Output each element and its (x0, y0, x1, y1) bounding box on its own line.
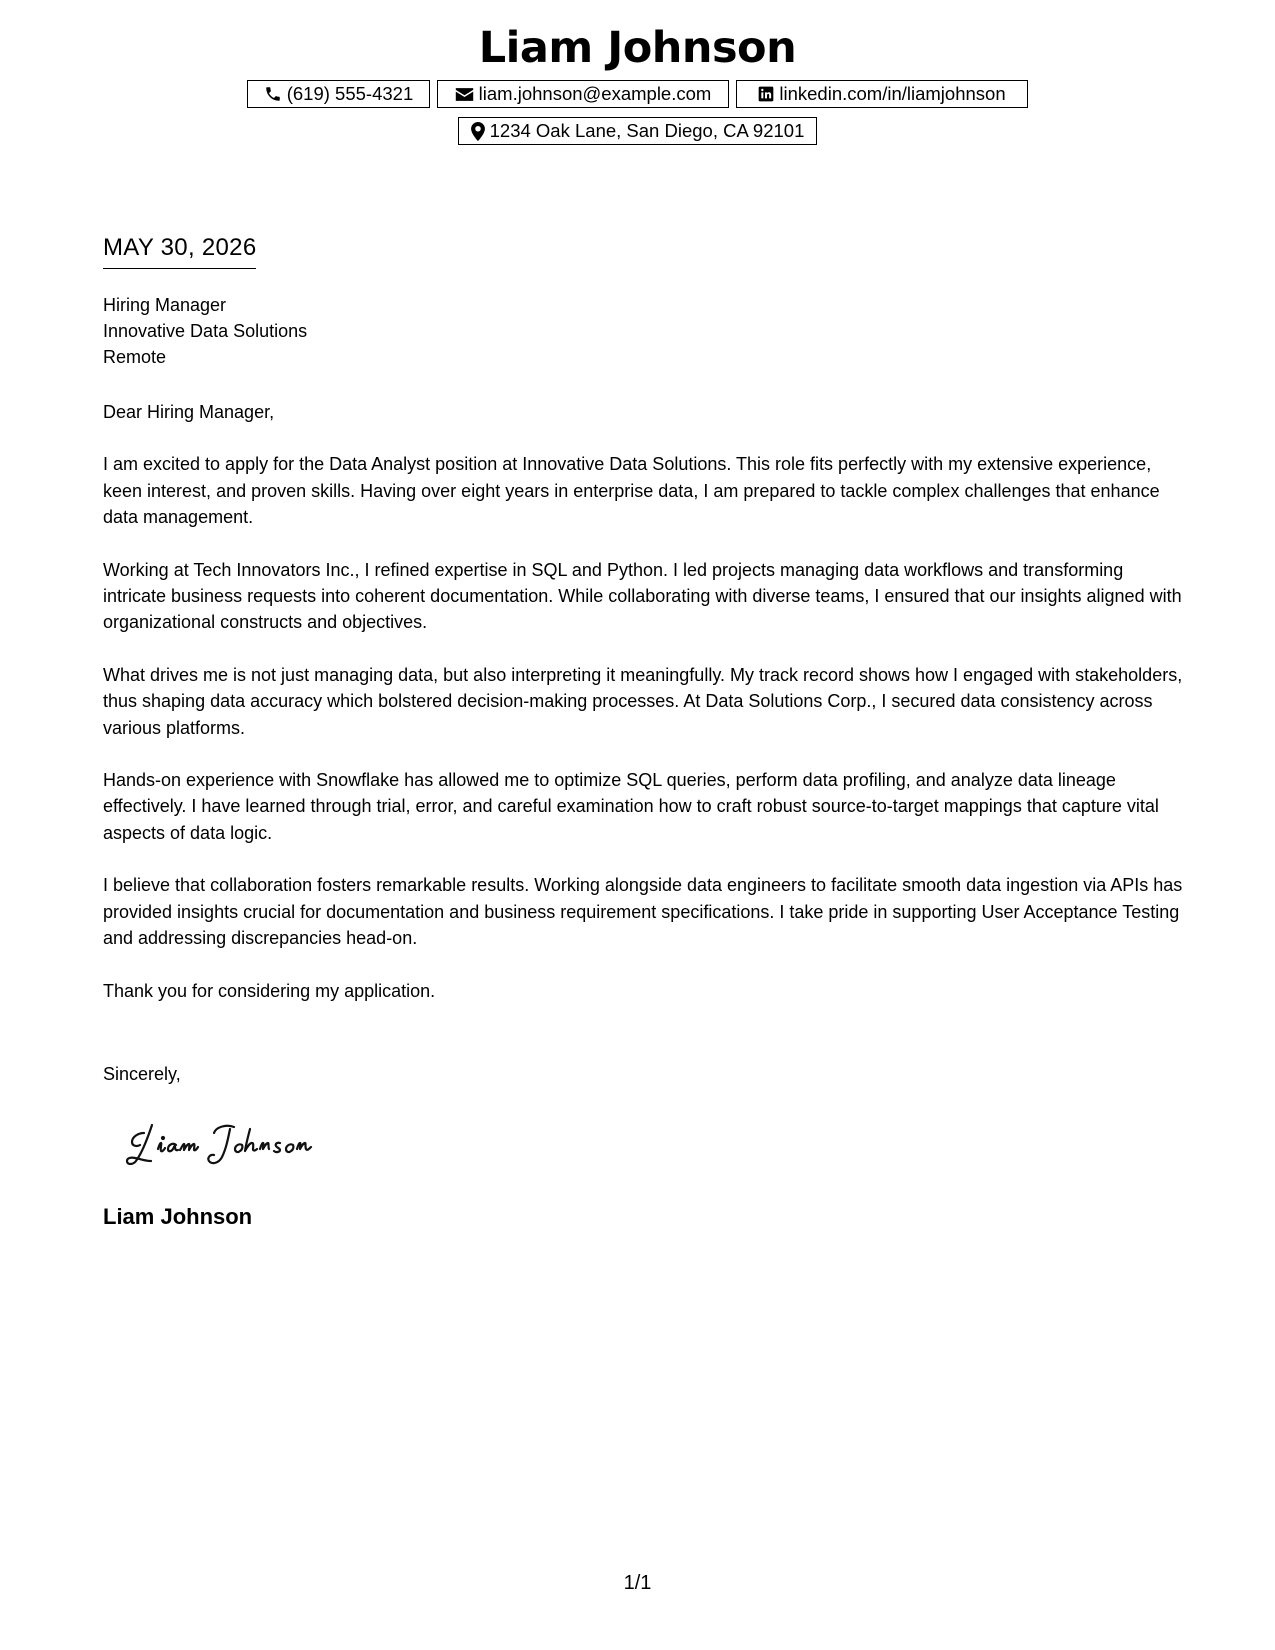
email-contact (437, 80, 729, 108)
thank-you-line: Thank you for considering my application. (103, 980, 436, 1001)
salutation: Dear Hiring Manager, (103, 402, 275, 422)
body-paragraph: I am excited to apply for the Data Analyst position at Innovative Data Solutions. This role fits perfectly with my extensive experience, keen interest, and proven skills. Having over eight years in enterprise data, I am prepared to tackle complex challenges that enhance data management. (103, 454, 1160, 528)
handwritten-signature (122, 1115, 352, 1175)
phone-contact (247, 80, 430, 108)
linkedin-icon (758, 86, 774, 102)
page-indicator: 1/1 (623, 1572, 652, 1594)
email-text: liam.johnson@example.com (478, 83, 712, 104)
recipient-company: Innovative Data Solutions (103, 321, 308, 341)
applicant-name: Liam Johnson (478, 23, 797, 73)
body-paragraph: Hands-on experience with Snowflake has allowed me to optimize SQL queries, perform data profiling, and analyze data lineage effectively. I have learned through trial, error, and careful examination how to craft robust source-to-target mappings that capture vital aspects of data logic. (103, 770, 1159, 843)
letter-date: MAY 30, 2026 (103, 234, 256, 269)
linkedin-text: linkedin.com/in/liamjohnson (779, 83, 1006, 104)
body-paragraph: Working at Tech Innovators Inc., I refined expertise in SQL and Python. I led projects managing data workflows and transforming intricate business requests into coherent documentation. While collaborating with diverse teams, I ensured that our insights aligned with organizational constructs and objectives. (103, 559, 1182, 633)
signer-name: Liam Johnson (103, 1204, 253, 1229)
phone-icon (264, 85, 282, 103)
contact-row (0, 80, 1275, 108)
phone-text: (619) 555-4321 (286, 83, 414, 104)
body-paragraph: I believe that collaboration fosters remarkable results. Working alongside data engineers to facilitate smooth data ingestion via APIs has provided insights crucial for documentation and business requirement specifications. I take pride in supporting User Acceptance Testing and addressing discrepancies head-on. (103, 875, 1183, 949)
body-paragraph: What drives me is not just managing data, but also interpreting it meaningfully. My track record shows how I engaged with stakeholders, thus shaping data accuracy which bolstered decision-making processes. At Data Solutions Corp., I secured data consistency across various platforms. (103, 664, 1183, 738)
address-text: 1234 Oak Lane, San Diego, CA 92101 (489, 120, 805, 141)
map-pin-icon (471, 122, 485, 141)
letter-body (103, 399, 1183, 1030)
address-row (0, 117, 1275, 145)
closing: Sincerely, (103, 1064, 181, 1084)
recipient-block (103, 292, 307, 370)
address-contact (458, 117, 817, 145)
linkedin-contact (736, 80, 1028, 108)
envelope-icon (455, 87, 474, 102)
recipient-title: Hiring Manager (103, 295, 227, 315)
recipient-location: Remote (103, 347, 167, 367)
